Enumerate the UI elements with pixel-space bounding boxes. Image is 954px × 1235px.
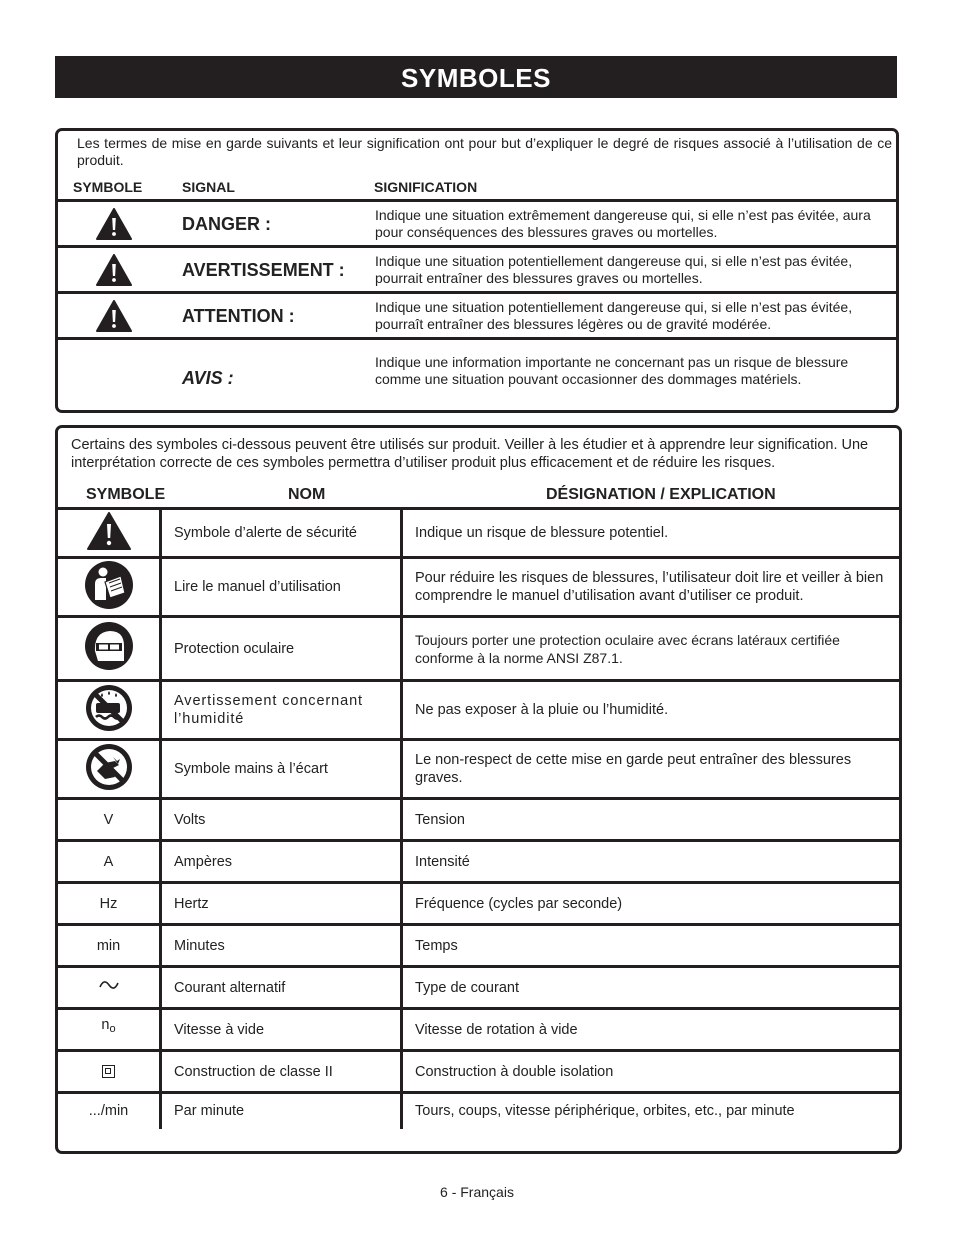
- table-row: [58, 925, 899, 967]
- symbol-explanation: Le non-respect de cette mise en garde peut entraîner des blessures graves.: [402, 740, 900, 799]
- page-title: SYMBOLES: [55, 56, 897, 98]
- meaning-danger: Indique une situation extrêmement dangereuse qui, si elle n’est pas évitée, aura pour conséquences des blessures graves ou mortelles.: [375, 207, 871, 240]
- symbol-explanation: Tours, coups, vitesse périphérique, orbites, etc., par minute: [402, 1093, 900, 1129]
- alternating-current-icon: [99, 978, 119, 992]
- table-row: [58, 1009, 899, 1051]
- table-row: [58, 681, 899, 740]
- symbol-text: min: [58, 925, 161, 967]
- table-row: [58, 883, 899, 925]
- keep-hands-away-icon: [85, 743, 133, 791]
- page-footer: 6 - Français: [440, 1184, 514, 1200]
- signal-caution: ATTENTION :: [182, 306, 295, 326]
- symbol-name: Lire le manuel d’utilisation: [161, 558, 402, 617]
- header-name: NOM: [288, 486, 326, 503]
- symbol-text: .../min: [58, 1093, 161, 1129]
- symbol-explanation: Tension: [402, 799, 900, 841]
- eye-protection-icon: [84, 621, 134, 671]
- symbol-explanation: Vitesse de rotation à vide: [402, 1009, 900, 1051]
- table-row: [58, 1051, 899, 1093]
- symbol-text: V: [58, 799, 161, 841]
- header-meaning: SIGNIFICATION: [374, 179, 478, 195]
- signal-warning: AVERTISSEMENT :: [182, 260, 345, 280]
- signal-danger: DANGER :: [182, 214, 271, 234]
- symbol-name: Par minute: [161, 1093, 402, 1129]
- warning-triangle-icon: [96, 208, 132, 240]
- warning-triangle-icon: [96, 300, 132, 332]
- symbol-name: Courant alternatif: [161, 967, 402, 1009]
- header-signal: SIGNAL: [182, 179, 235, 195]
- symbol-explanation: Intensité: [402, 841, 900, 883]
- symbol-explanation: Toujours porter une protection oculaire avec écrans latéraux certifiée conforme à la norme ANSI Z87.1.: [402, 617, 900, 681]
- signal-words-box: [55, 128, 899, 413]
- signal-notice: AVIS :: [182, 368, 234, 388]
- symbol-name: Symbole d’alerte de sécurité: [161, 509, 402, 558]
- signal-row-danger: [58, 202, 896, 248]
- symbol-explanation: Fréquence (cycles par seconde): [402, 883, 900, 925]
- symbol-explanation: Type de courant: [402, 967, 900, 1009]
- header-symbol: SYMBOLE: [86, 486, 166, 503]
- table-row: [58, 617, 899, 681]
- symbol-name: Minutes: [161, 925, 402, 967]
- symbol-explanation: Temps: [402, 925, 900, 967]
- signal-row-notice: [58, 340, 896, 407]
- symbol-text: A: [58, 841, 161, 883]
- symbols-table: [58, 507, 899, 1129]
- header-symbol: SYMBOLE: [73, 179, 143, 195]
- symbol-name: Vitesse à vide: [161, 1009, 402, 1051]
- symbol-name: Symbole mains à l’écart: [161, 740, 402, 799]
- symbol-name: Protection oculaire: [161, 617, 402, 681]
- class-ii-construction-icon: [102, 1065, 115, 1078]
- table-row: [58, 740, 899, 799]
- symbols-box: [55, 425, 902, 1154]
- table-row: [58, 799, 899, 841]
- meaning-notice: Indique une information importante ne concernant pas un risque de blessure comme une situation pouvant occasionner des dommages matériels.: [375, 354, 849, 387]
- table-row: [58, 509, 899, 558]
- symbol-name: Hertz: [161, 883, 402, 925]
- table-row: [58, 967, 899, 1009]
- meaning-caution: Indique une situation potentiellement dangereuse qui, si elle n’est pas évitée, pourraît entraîner des blessures légères ou de gravité modérée.: [375, 299, 853, 332]
- symbol-explanation: Construction à double isolation: [402, 1051, 900, 1093]
- symbol-explanation: Ne pas exposer à la pluie ou l’humidité.: [402, 681, 900, 740]
- table-row: [58, 841, 899, 883]
- signal-row-warning: [58, 248, 896, 294]
- symbol-name: Construction de classe II: [161, 1051, 402, 1093]
- symbol-name: Ampères: [161, 841, 402, 883]
- signal-row-caution: [58, 294, 896, 340]
- symbol-text: Hz: [58, 883, 161, 925]
- read-manual-icon: [84, 560, 134, 610]
- symbol-no-load-speed: $n_o$: [58, 1009, 161, 1051]
- signal-intro: Les termes de mise en garde suivants et leur signification ont pour but d’expliquer le degré de risques associé à l’utilisation de ce produit.: [77, 135, 892, 168]
- symbol-name: Volts: [161, 799, 402, 841]
- symbol-name: Avertissement concernant l’humidité: [161, 681, 402, 740]
- symbol-explanation: Pour réduire les risques de blessures, l’utilisateur doit lire et veiller à bien comprendre le manuel d’utilisation avant d’utiliser ce produit.: [402, 558, 900, 617]
- header-explanation: DÉSIGNATION / EXPLICATION: [546, 486, 776, 503]
- symbol-explanation: Indique un risque de blessure potentiel.: [402, 509, 900, 558]
- table-row: [58, 558, 899, 617]
- safety-alert-icon: [87, 512, 131, 550]
- warning-triangle-icon: [96, 254, 132, 286]
- symbols-intro: Certains des symboles ci-dessous peuvent être utilisés sur produit. Veiller à les étudier et à apprendre leur signification. Une interprétation correcte de ces symboles permettra d’utiliser produit plus efficacement et de réduire les risques.: [71, 437, 869, 471]
- meaning-warning: Indique une situation potentiellement dangereuse qui, si elle n’est pas évitée, pourrait entraîner des blessures graves ou mortelles.: [375, 253, 853, 286]
- table-row: [58, 1093, 899, 1129]
- wet-conditions-icon: [85, 684, 133, 732]
